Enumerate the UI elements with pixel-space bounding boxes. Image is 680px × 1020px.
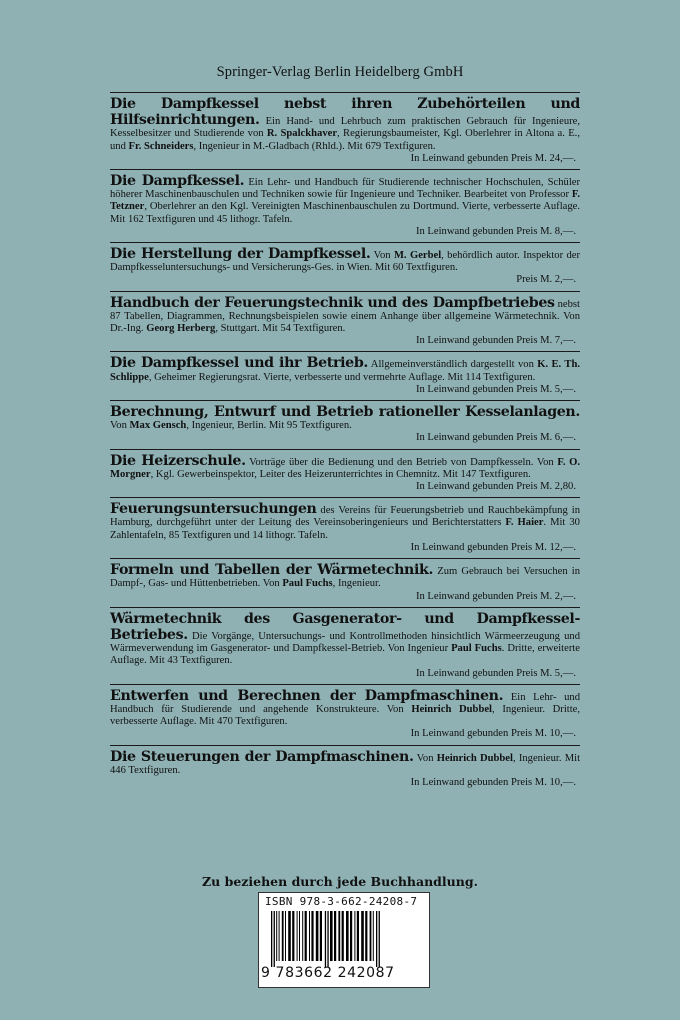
book-price: In Leinwand gebunden Preis M. 8,—.: [415, 225, 576, 237]
barcode-bar: [379, 911, 380, 967]
book-price: In Leinwand gebunden Preis M. 12,—.: [410, 541, 576, 553]
book-entry: Die Dampfkessel nebst ihren Zubehörteilen und Hilfseinrichtungen. Ein Hand- und Lehrbuch zum praktischen Gebrauch für Ingenieure, Kesselbesitzer und Studierende von R. Spalckhaver, Regierungsbaumeister, Kgl. Oberlehrer in Altona a. E., und Fr. Schneiders, Ingenieur in M.-Gladbach (Rhld.). Mit 679 Textfiguren. In Leinwand gebunden Preis M. 24,—.: [110, 92, 580, 169]
book-price: In Leinwand gebunden Preis M. 10,—.: [410, 728, 576, 740]
barcode-bar: [279, 911, 280, 961]
book-entry: Die Dampfkessel und ihr Betrieb. Allgemeinverständlich dargestellt von K. E. Th. Schlippe, Geheimer Regierungsrat. Vierte, verbesserte und vermehrte Auflage. Mit 114 Textfiguren. In Leinwand gebunden Preis M. 5,—.: [110, 351, 580, 400]
barcode-bar: [354, 911, 355, 961]
barcode-bar: [305, 911, 307, 961]
barcode-bar: [338, 911, 340, 961]
book-price: In Leinwand gebunden Preis M. 10,—.: [410, 776, 576, 788]
book-entry: Berechnung, Entwurf und Betrieb rationeller Kesselanlagen. Von Max Gensch, Ingenieur, Berlin. Mit 95 Textfiguren. In Leinwand gebunden Preis M. 6,—.: [110, 400, 580, 449]
book-entry: Wärmetechnik des Gasgenerator- und Dampfkessel-Betriebes. Die Vorgänge, Untersuchungs- und Kontrollmethoden hinsichtlich Wärmeerzeugung und Wärmeverwendung im Gasgenerator- und Dampfkessel-Betrieb. Von Ingenieur Paul Fuchs. Dritte, erweiterte Auflage. Mit 43 Textfiguren. In Leinwand gebunden Preis M. 5,—.: [110, 607, 580, 684]
barcode-bar: [365, 911, 367, 961]
barcode-bar: [292, 911, 294, 961]
barcode-bar: [334, 911, 336, 961]
barcode-bar: [302, 911, 303, 961]
book-price: In Leinwand gebunden Preis M. 2,80.: [415, 481, 576, 493]
barcode-bar: [285, 911, 286, 961]
book-list: [110, 92, 580, 793]
barcode-bar: [320, 911, 322, 961]
barcode-bar: [282, 911, 284, 961]
barcode-bar: [299, 911, 300, 961]
barcode-bar: [330, 911, 333, 961]
book-price: In Leinwand gebunden Preis M. 5,—.: [415, 383, 576, 395]
barcode-bar: [271, 911, 272, 967]
book-price: Preis M. 2,—.: [516, 274, 576, 286]
book-entry: Die Dampfkessel. Ein Lehr- und Handbuch für Studierende technischer Hochschulen, Schüler höherer Maschinenbauschulen und Techniken sowie für Ingenieure und Techniker. Bearbeitet von Professor F. Tetzner, Oberlehrer an den Kgl. Vereinigten Maschinenbauschulen zu Dortmund. Vierte, verbesserte Auflage. Mit 162 Textfiguren und 45 lithogr. Tafeln. In Leinwand gebunden Preis M. 8,—.: [110, 169, 580, 242]
barcode-bar: [373, 911, 374, 961]
barcode-bar: [370, 911, 372, 961]
barcode-bar: [376, 911, 377, 967]
barcode-bar: [276, 911, 277, 961]
book-entry: Die Herstellung der Dampfkessel. Von M. Gerbel, behördlich autor. Inspektor der Dampfkesseluntersuchungs- und Versicherungs-Ges. in Wien. Mit 60 Textfiguren. Preis M. 2,—.: [110, 242, 580, 291]
barcode-bar: [342, 911, 344, 961]
book-price: In Leinwand gebunden Preis M. 7,—.: [415, 335, 576, 347]
book-price: In Leinwand gebunden Preis M. 24,—.: [410, 152, 576, 164]
book-price: In Leinwand gebunden Preis M. 5,—.: [415, 667, 576, 679]
barcode-bar: [297, 911, 298, 961]
book-price: In Leinwand gebunden Preis M. 2,—.: [415, 590, 576, 602]
barcode-bar: [288, 911, 291, 961]
barcode-bar: [311, 911, 313, 961]
barcode-bar: [327, 911, 328, 967]
barcode-bar: [325, 911, 326, 967]
barcode-bar: [316, 911, 319, 961]
book-entry: Entwerfen und Berechnen der Dampfmaschinen. Ein Lehr- und Handbuch für Studierende und angehende Konstrukteure. Von Heinrich Dubbel, Ingenieur. Dritte, verbesserte Auflage. Mit 470 Textfiguren. In Leinwand gebunden Preis M. 10,—.: [110, 684, 580, 745]
barcode: [258, 892, 430, 988]
barcode-bars: [271, 911, 421, 967]
barcode-number: 9 783662 242087: [261, 965, 395, 981]
book-entry: Die Steuerungen der Dampfmaschinen. Von Heinrich Dubbel, Ingenieur. Mit 446 Textfiguren. In Leinwand gebunden Preis M. 10,—.: [110, 745, 580, 794]
barcode-bar: [309, 911, 310, 961]
barcode-bar: [346, 911, 349, 961]
barcode-bar: [274, 911, 275, 967]
book-entry: Die Heizerschule. Vorträge über die Bedienung und den Betrieb von Dampfkesseln. Von F. O. Morgner, Kgl. Gewerbeinspektor, Leiter des Heizerunterrichtes in Chemnitz. Mit 147 Textfiguren. In Leinwand gebunden Preis M. 2,80.: [110, 449, 580, 498]
footer-note: Zu beziehen durch jede Buchhandlung.: [202, 874, 478, 889]
book-price: In Leinwand gebunden Preis M. 6,—.: [415, 432, 576, 444]
barcode-bar: [361, 911, 364, 961]
book-entry: Feuerungsuntersuchungen des Vereins für Feuerungsbetrieb und Rauchbekämpfung in Hamburg, durchgeführt unter der Leitung des Vereinsoberingenieurs und Berichterstatters F. Haier. Mit 30 Zahlentafeln, 85 Textfiguren und 14 lithogr. Tafeln. In Leinwand gebunden Preis M. 12,—.: [110, 497, 580, 558]
barcode-bar: [350, 911, 352, 961]
publisher-name: Springer-Verlag Berlin Heidelberg GmbH: [216, 64, 464, 80]
barcode-bar: [357, 911, 359, 961]
book-entry: Handbuch der Feuerungstechnik und des Dampfbetriebes nebst 87 Tabellen, Diagrammen, Rechnungsbeispielen sowie einem Anhange über allgemeine Wärmetechnik. Von Dr.-Ing. Georg Herberg, Stuttgart. Mit 54 Textfiguren. In Leinwand gebunden Preis M. 7,—.: [110, 291, 580, 352]
isbn-text: ISBN 978-3-662-24208-7: [265, 895, 418, 908]
book-entry: Formeln und Tabellen der Wärmetechnik. Zum Gebrauch bei Versuchen in Dampf-, Gas- und Hüttenbetrieben. Von Paul Fuchs, Ingenieur. In Leinwand gebunden Preis M. 2,—.: [110, 558, 580, 607]
